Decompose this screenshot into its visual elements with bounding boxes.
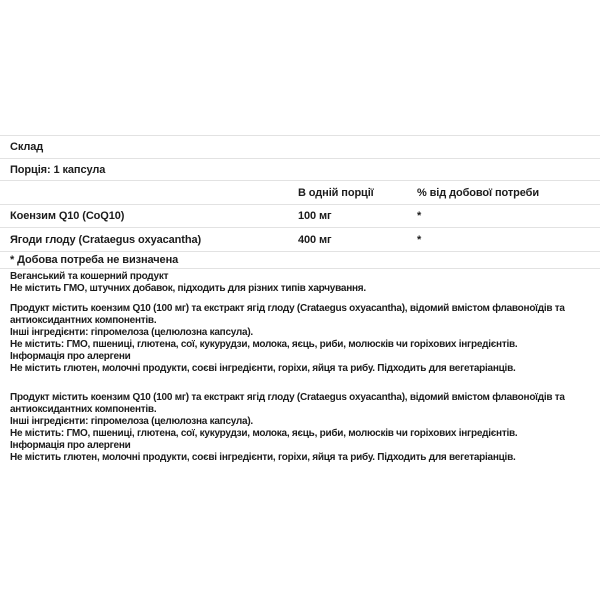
text-line: Не містить глютен, молочні продукти, соєві інгредієнти, горіхи, яйця та рибу. Підходить для вегетаріанців. — [10, 363, 516, 374]
text-line: Інформація про алергени — [10, 440, 131, 451]
text-line: Не містить ГМО, штучних добавок, підходить для різних типів харчування. — [10, 283, 366, 294]
table-title: Склад — [10, 141, 44, 153]
ingredient-daily-value: * — [417, 210, 422, 222]
text-line: Веганський та кошерний продукт — [10, 271, 169, 282]
column-header-per-serving: В одній порції — [298, 186, 374, 199]
product-highlights — [10, 271, 598, 295]
text-line: Не містить глютен, молочні продукти, соєві інгредієнти, горіхи, яйця та рибу. Підходить для вегетаріанців. — [10, 452, 516, 463]
text-line: антиоксидантних компонентів. — [10, 315, 157, 326]
ingredient-name: Коензим Q10 (CoQ10) — [10, 210, 125, 222]
text-line: Не містить: ГМО, пшениці, глютена, сої, кукурудзи, молока, яєць, риби, молюсків чи горіхових інгредієнтів. — [10, 339, 518, 350]
serving-size: Порція: 1 капсула — [10, 163, 106, 176]
text-line: Продукт містить коензим Q10 (100 мг) та екстракт ягід глоду (Crataegus oxyacantha), відомий вмістом флавоноїдів та — [10, 392, 565, 403]
table-footnote: * Добова потреба не визначена — [10, 254, 179, 266]
ingredient-amount: 400 мг — [298, 233, 332, 246]
supplement-facts-table — [0, 135, 600, 269]
ingredient-name: Ягоди глоду (Crataegus oxyacantha) — [10, 233, 202, 246]
ingredient-daily-value: * — [417, 233, 422, 246]
product-description — [10, 303, 598, 375]
text-line: Продукт містить коензим Q10 (100 мг) та екстракт ягід глоду (Crataegus oxyacantha), відомий вмістом флавоноїдів та — [10, 303, 565, 314]
column-header-daily-value: % від добової потреби — [417, 186, 540, 199]
ingredient-amount: 100 мг — [298, 210, 332, 222]
text-line: Інформація про алергени — [10, 351, 131, 362]
text-line: Інші інгредієнти: гіпромелоза (целюлозна капсула). — [10, 416, 253, 427]
ingredient-row — [0, 228, 600, 252]
text-line: Інші інгредієнти: гіпромелоза (целюлозна капсула). — [10, 327, 253, 338]
product-description-repeat — [10, 392, 598, 464]
text-line: Не містить: ГМО, пшениці, глютена, сої, кукурудзи, молока, яєць, риби, молюсків чи горіхових інгредієнтів. — [10, 428, 518, 439]
table-footnote-row — [0, 252, 600, 269]
serving-size-row — [0, 159, 600, 181]
text-line: антиоксидантних компонентів. — [10, 404, 157, 415]
table-title-row — [0, 136, 600, 159]
ingredient-row — [0, 205, 600, 228]
table-header-row — [0, 181, 600, 205]
